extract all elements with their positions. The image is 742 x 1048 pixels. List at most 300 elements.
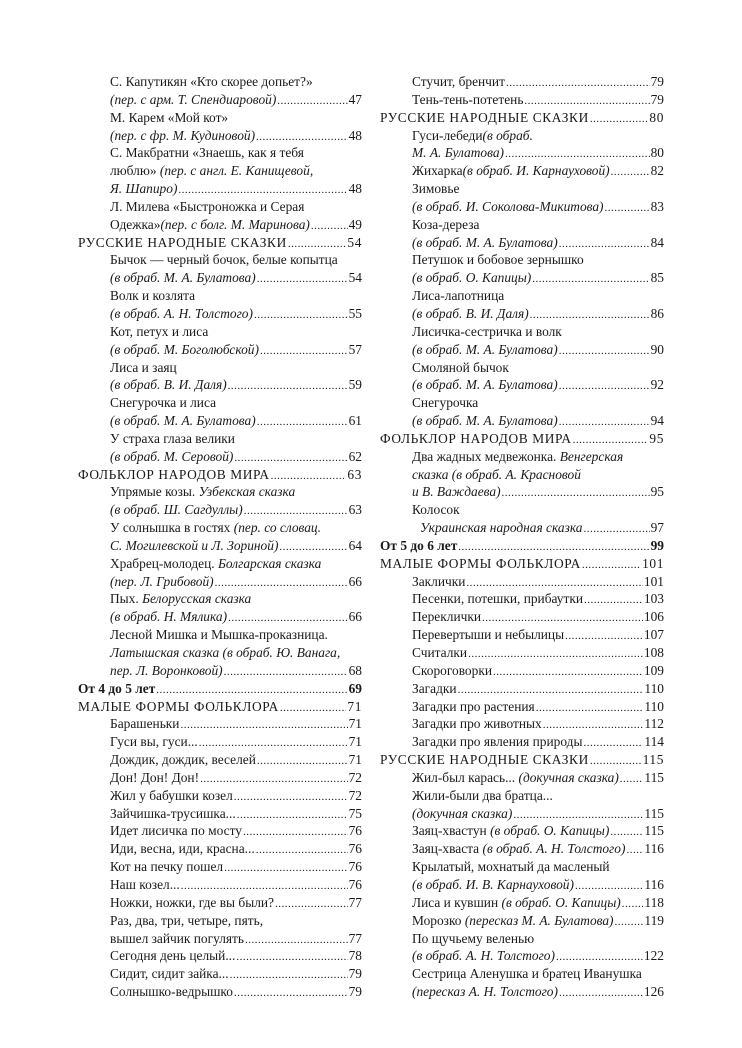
toc-entry-text [110, 287, 195, 305]
toc-entry-text [110, 894, 274, 912]
toc-page-number: 85 [650, 270, 664, 286]
toc-entry-text [412, 501, 460, 519]
toc-entry [380, 858, 664, 876]
toc-entry-text [412, 180, 459, 198]
toc-dot-leader [228, 378, 348, 396]
toc-entry-italic-segment: (в обраб. А. Н. Толстого) [110, 305, 253, 321]
toc-dot-leader [257, 414, 348, 432]
toc-entry-segment: Считалки [412, 645, 468, 660]
toc-entry-text [380, 751, 589, 769]
toc-entry-text [412, 216, 479, 234]
toc-dot-leader [236, 949, 347, 967]
toc-entry-italic-segment: (в обраб. М. Серовой) [110, 448, 234, 464]
toc-page-number: 61 [348, 413, 362, 429]
toc-entry [78, 109, 362, 127]
toc-entry-segment: Жил-был карась... [412, 769, 519, 785]
toc-dot-leader [234, 985, 348, 1003]
toc-entry [78, 376, 362, 394]
toc-entry [78, 626, 362, 644]
toc-page-number: 63 [348, 502, 362, 518]
toc-entry [380, 412, 664, 430]
toc-dot-leader [532, 271, 649, 289]
toc-entry-italic-segment: (пересказ А. Н. Толстого) [412, 984, 558, 1000]
toc-section-heading [78, 234, 362, 252]
toc-entry [78, 983, 362, 1001]
toc-entry [78, 840, 362, 858]
toc-entry [78, 805, 362, 823]
toc-entry [78, 715, 362, 733]
toc-section-heading [380, 751, 664, 769]
toc-entry-italic-segment: Латышская сказка [110, 645, 223, 660]
toc-entry [78, 894, 362, 912]
toc-entry [78, 162, 362, 180]
toc-entry-italic-segment: (в обраб. О. Капицы) [412, 270, 532, 286]
toc-entry-text [78, 234, 287, 252]
toc-entry-text [412, 483, 501, 501]
toc-entry [78, 269, 362, 287]
toc-entry [78, 947, 362, 965]
toc-dot-leader [311, 218, 348, 236]
toc-entry-segment: Гуси вы, гуси... [110, 734, 198, 750]
toc-page-number: 76 [348, 876, 362, 892]
toc-entry-italic-segment: (в обраб. Н. Мялика) [110, 609, 228, 625]
toc-entry-segment: Коза-дереза [412, 216, 480, 232]
toc-entry-segment: Кот на печку пошел [110, 859, 224, 875]
toc-entry [380, 216, 664, 234]
toc-entry-text [412, 269, 531, 287]
toc-entry-text [110, 359, 177, 377]
toc-entry-segment: Ножки, ножки, где вы были? [110, 894, 274, 910]
toc-entry [380, 162, 664, 180]
toc-dot-leader [257, 271, 348, 289]
toc-dot-leader [583, 521, 649, 539]
toc-entry [78, 537, 362, 555]
toc-entry-segment: Жил у бабушки козел [110, 787, 233, 803]
toc-page-number: 68 [348, 662, 362, 678]
toc-entry-italic-segment: (в обраб. А. Н. Толстого) [412, 948, 555, 964]
toc-entry-text [110, 947, 235, 965]
toc-entry-segment: У солнышка в гостях [110, 520, 234, 536]
toc-entry-segment: Снегурочка [412, 395, 479, 411]
toc-entry-italic-segment: и В. Важдаева) [412, 484, 501, 500]
toc-entry [380, 965, 664, 983]
toc-entry-segment: Жихарка [412, 163, 463, 179]
toc-entry-text [110, 805, 236, 823]
toc-entry-segment: РУССКИЕ НАРОДНЫЕ СКАЗКИ [380, 109, 589, 125]
toc-entry-text [412, 412, 558, 430]
toc-page-number: 71 [348, 716, 362, 732]
toc-entry [380, 626, 664, 644]
toc-entry-text [412, 234, 558, 252]
toc-entry-text [110, 180, 177, 198]
toc-entry-text [380, 555, 581, 573]
toc-entry-text [412, 251, 584, 269]
toc-entry-italic-segment: (в обраб. М. Боголюбской) [110, 341, 259, 357]
toc-entry [380, 698, 664, 716]
toc-entry [78, 430, 362, 448]
toc-entry [78, 501, 362, 519]
toc-entry-italic-segment: Узбекская сказка [198, 484, 296, 500]
toc-section-heading [380, 430, 664, 448]
toc-entry-text [412, 608, 481, 626]
toc-dot-leader [611, 164, 650, 182]
toc-dot-leader [620, 771, 644, 789]
toc-entry-text [412, 466, 581, 484]
toc-entry-italic-segment: Венгерская [559, 448, 624, 464]
toc-entry-text [412, 73, 505, 91]
toc-entry-text [110, 216, 310, 234]
toc-entry-text [110, 376, 227, 394]
toc-entry [380, 715, 664, 733]
toc-page-number: 108 [643, 645, 664, 660]
toc-entry-text [110, 965, 229, 983]
toc-entry-text [110, 394, 216, 412]
toc-entry-segment: Загадки [412, 680, 457, 696]
toc-entry-text [110, 840, 255, 858]
toc-entry-text [412, 198, 604, 216]
toc-entry-text [78, 698, 279, 716]
toc-entry [380, 769, 664, 787]
toc-entry [380, 394, 664, 412]
toc-dot-leader [245, 932, 348, 950]
toc-dot-leader [493, 664, 643, 682]
toc-dot-leader [257, 753, 348, 771]
toc-page-number: 97 [650, 520, 664, 536]
toc-entry-segment: Песенки, потешки, прибаутки [412, 591, 584, 607]
toc-page-number: 66 [348, 573, 362, 589]
toc-entry-italic-segment: (в обраб. О. Капицы) [490, 823, 610, 839]
toc-entry-italic-segment: (в обраб. М. А. Булатова) [110, 270, 256, 286]
toc-entry-segment: Иди, весна, иди, красна... [110, 841, 255, 857]
toc-dot-leader [275, 896, 348, 914]
toc-entry-segment: Тень-тень-потетень [412, 91, 524, 107]
toc-entry [380, 287, 664, 305]
toc-dot-leader [230, 967, 348, 985]
toc-entry-segment: Морозко [412, 912, 465, 928]
toc-entry-segment: Заяц-хваста [412, 841, 483, 857]
toc-entry-text [110, 341, 259, 359]
toc-entry-italic-segment: (пер. с болг. М. Маринова) [160, 216, 310, 232]
toc-entry-segment: Сидит, сидит зайка... [110, 966, 229, 982]
toc-entry-text [412, 448, 623, 466]
toc-entry [380, 483, 664, 501]
toc-dot-leader [536, 700, 644, 718]
toc-entry-segment: Стучит, бренчит [412, 74, 505, 89]
toc-entry-text [110, 519, 321, 537]
toc-page-number: 72 [348, 769, 362, 785]
toc-entry-text [110, 127, 255, 145]
toc-entry [380, 894, 664, 912]
toc-entry-segment: Заяц-хвастун [412, 823, 491, 839]
toc-right-column [380, 73, 664, 1001]
toc-dot-leader [224, 664, 348, 682]
toc-entry-text [110, 912, 263, 930]
toc-entry-text [412, 733, 582, 751]
toc-entry [380, 805, 664, 823]
toc-page-number: 78 [348, 948, 362, 964]
toc-page-number: 82 [650, 163, 664, 179]
toc-entry-segment: Одежка» [110, 216, 161, 232]
toc-page-number: 49 [348, 216, 362, 232]
toc-page-number: 116 [644, 876, 664, 892]
toc-entry-text [110, 787, 233, 805]
toc-dot-leader [626, 842, 643, 860]
toc-page-number: 103 [643, 591, 664, 607]
toc-page-number: 80 [649, 109, 664, 125]
toc-entry [78, 341, 362, 359]
toc-entry [380, 822, 664, 840]
toc-page-number: 77 [348, 930, 362, 946]
toc-entry-segment: Лиса и заяц [110, 359, 177, 375]
toc-entry-italic-segment: С. Могилевской и Л. Зориной) [110, 537, 279, 553]
toc-age-heading [78, 680, 362, 698]
toc-dot-leader [277, 93, 347, 111]
toc-entry-segment: Жили-были два братца... [412, 787, 553, 803]
toc-entry [78, 144, 362, 162]
toc-dot-leader [565, 628, 643, 646]
toc-entry [78, 822, 362, 840]
toc-entry-segment: Лисичка-сестричка и волк [412, 323, 562, 339]
toc-dot-leader [584, 592, 643, 610]
toc-age-heading [380, 537, 664, 555]
toc-entry [380, 501, 664, 519]
toc-entry-italic-segment: (в обраб. И. В. Карнауховой) [412, 876, 574, 892]
toc-entry [380, 359, 664, 377]
toc-entry-text [78, 466, 270, 484]
toc-entry-text [412, 894, 621, 912]
toc-dot-leader [280, 700, 347, 718]
toc-page-number: 62 [348, 448, 362, 464]
toc-entry-text [412, 715, 542, 733]
toc-entry-segment: Загадки про животных [412, 716, 542, 732]
toc-entry [78, 858, 362, 876]
toc-page-number: 86 [650, 305, 664, 321]
toc-page-number: 48 [348, 181, 362, 197]
toc-dot-leader [559, 985, 643, 1003]
toc-entry [380, 180, 664, 198]
toc-entry [380, 876, 664, 894]
toc-entry-segment: Перевертыши и небылицы [412, 627, 565, 643]
toc-page-number: 101 [642, 555, 664, 571]
toc-entry [78, 287, 362, 305]
toc-entry [78, 573, 362, 591]
toc-entry [78, 127, 362, 145]
toc-entry-text [412, 323, 562, 341]
toc-dot-leader [243, 824, 348, 842]
toc-entry-italic-segment: М. А. Булатова) [412, 145, 504, 161]
toc-entry-text [412, 341, 558, 359]
toc-section-heading [380, 109, 664, 127]
toc-entry [380, 733, 664, 751]
toc-entry [78, 733, 362, 751]
toc-entry-segment: М. Карем «Мой кот» [110, 109, 229, 125]
toc-entry-segment: Зимовье [412, 181, 460, 197]
toc-dot-leader [605, 200, 650, 218]
toc-page-number: 69 [348, 680, 362, 696]
toc-entry [380, 127, 664, 145]
toc-entry-text [380, 109, 589, 127]
toc-entry [380, 519, 664, 537]
toc-entry-text [412, 983, 558, 1001]
toc-left-column [78, 73, 362, 1001]
toc-dot-leader [237, 807, 348, 825]
toc-entry-text [110, 858, 223, 876]
toc-page-number: 115 [642, 752, 664, 768]
toc-dot-leader [506, 75, 650, 93]
toc-page-number: 79 [348, 966, 362, 982]
toc-entry-segment: Переклички [412, 609, 482, 625]
toc-entry-italic-segment: (в обраб. О. Капицы) [501, 894, 621, 910]
toc-page-number: 66 [348, 609, 362, 625]
toc-page-number: 95 [649, 430, 664, 446]
toc-entry [78, 876, 362, 894]
toc-entry [380, 930, 664, 948]
toc-page-number: 115 [644, 823, 664, 839]
toc-entry-text [110, 751, 256, 769]
toc-page-number: 80 [650, 145, 664, 161]
toc-entry [380, 573, 664, 591]
toc-entry-segment: Петушок и бобовое зернышко [412, 252, 584, 268]
toc-entry-italic-segment: (докучная сказка) [412, 805, 513, 821]
toc-page-number: 118 [644, 894, 664, 910]
toc-entry [78, 412, 362, 430]
toc-entry [78, 608, 362, 626]
toc-entry-italic-segment: (в обраб. М. А. Булатова) [412, 234, 558, 250]
toc-entry-segment: Крылатый, мохнатый да масленый [412, 859, 610, 875]
toc-entry-text [412, 858, 610, 876]
toc-entry-segment: Солнышко-ведрышко [110, 984, 233, 1000]
toc-section-heading [78, 698, 362, 716]
toc-entry-text [412, 376, 558, 394]
toc-section-heading [78, 466, 362, 484]
toc-entry-text [412, 573, 465, 591]
toc-entry-segment: вышел зайчик погулять [110, 930, 245, 946]
toc-page-number: 75 [348, 805, 362, 821]
toc-entry [78, 930, 362, 948]
toc-dot-leader [582, 557, 641, 575]
toc-entry-segment: ФОЛЬКЛОР НАРОДОВ МИРА [380, 430, 572, 446]
toc-page-number: 71 [348, 734, 362, 750]
toc-entry-italic-segment: (в обраб. [482, 127, 533, 143]
toc-entry [78, 769, 362, 787]
toc-entry [380, 590, 664, 608]
toc-page-number: 94 [650, 413, 664, 429]
toc-entry [78, 519, 362, 537]
toc-entry-segment: Упрямые козы. [110, 484, 199, 500]
toc-page-number: 99 [650, 537, 664, 553]
toc-entry [380, 466, 664, 484]
toc-entry-text [412, 805, 512, 823]
toc-entry-text [380, 537, 457, 555]
toc-entry-segment: По щучьему веленью [412, 930, 535, 946]
toc-entry-italic-segment: (пер. с англ. Е. Канищевой, [159, 163, 314, 179]
toc-entry-segment: Колосок [412, 502, 460, 518]
toc-page-number: 106 [643, 609, 664, 625]
toc-entry-text [110, 269, 256, 287]
toc-entry [78, 787, 362, 805]
toc-entry-segment: Лиса и кувшин [412, 894, 502, 910]
toc-entry [78, 965, 362, 983]
toc-entry-text [412, 822, 609, 840]
toc-entry-italic-segment: Белорусская сказка [142, 591, 252, 607]
toc-entry-text [412, 680, 457, 698]
toc-page-number: 101 [643, 573, 664, 589]
toc-page-number: 63 [347, 466, 362, 482]
toc-entry [380, 840, 664, 858]
toc-entry-text [412, 162, 610, 180]
toc-page-number: 90 [650, 341, 664, 357]
toc-dot-leader [256, 842, 348, 860]
toc-entry [78, 644, 362, 662]
toc-entry-text [412, 359, 509, 377]
toc-entry-text [412, 127, 533, 145]
toc-entry-segment: Два жадных медвежонка. [412, 448, 560, 464]
toc-page-number: 79 [650, 91, 664, 107]
toc-entry-text [110, 251, 338, 269]
toc-page-number: 48 [348, 127, 362, 143]
toc-dot-leader [559, 343, 650, 361]
toc-entry [78, 483, 362, 501]
toc-entry-text [110, 91, 276, 109]
toc-entry-italic-segment: Болгарская сказка [218, 555, 322, 571]
toc-dot-leader [254, 307, 348, 325]
toc-entry-italic-segment: (в обраб. В. И. Даля) [110, 377, 227, 393]
toc-page-number: 95 [650, 484, 664, 500]
toc-page-number: 126 [643, 984, 664, 1000]
toc-entry-text [412, 91, 523, 109]
toc-entry-italic-segment: сказка (в обраб. А. Красновой [412, 466, 581, 482]
toc-entry [380, 144, 664, 162]
toc-entry-segment: У страха глаза велики [110, 430, 235, 446]
toc-entry-text [110, 876, 180, 894]
toc-entry [380, 912, 664, 930]
toc-entry-italic-segment: (пер. со словац. [233, 520, 321, 536]
toc-entry-italic-segment: (пер. с фр. М. Кудиновой) [110, 127, 256, 143]
toc-entry-italic-segment: (в обраб. В. И. Даля) [412, 305, 529, 321]
toc-entry-italic-segment: пер. Л. Воронковой) [110, 662, 223, 678]
toc-entry [78, 394, 362, 412]
toc-dot-leader [622, 896, 644, 914]
toc-section-heading [380, 555, 664, 573]
toc-entry [380, 323, 664, 341]
toc-entry [380, 376, 664, 394]
toc-entry-segment: С. Макбратни «Знаешь, как я тебя [110, 145, 304, 161]
toc-page-number: 110 [644, 698, 664, 714]
toc-entry-segment: Сестрица Аленушка и братец Иванушка [412, 966, 642, 982]
toc-entry-text [110, 305, 253, 323]
toc-entry-italic-segment: (в обраб. Ю. Ванага, [222, 645, 341, 660]
toc-entry-text [110, 430, 235, 448]
toc-entry-italic-segment: (пер. Л. Грибовой) [110, 573, 214, 589]
toc-entry [78, 323, 362, 341]
toc-entry-segment: люблю» [110, 163, 160, 179]
toc-page-number: 107 [643, 627, 664, 643]
toc-dot-leader [502, 485, 650, 503]
toc-entry-segment: Раз, два, три, четыре, пять, [110, 912, 264, 928]
toc-entry-segment: МАЛЫЕ ФОРМЫ ФОЛЬКЛОРА [380, 555, 581, 571]
toc-entry [380, 91, 664, 109]
toc-entry-segment: Храбрец-молодец. [110, 555, 218, 571]
toc-entry-text [110, 822, 242, 840]
toc-entry [78, 73, 362, 91]
toc-entry-segment: Л. Милева «Быстроножка и Серая [110, 198, 305, 214]
toc-entry [78, 448, 362, 466]
toc-page-number: 47 [348, 91, 362, 107]
toc-entry [380, 234, 664, 252]
toc-entry-italic-segment: (пер. с арм. Т. Спендиаровой) [110, 91, 277, 107]
toc-dot-leader [260, 343, 348, 361]
toc-page-number: 57 [348, 341, 362, 357]
